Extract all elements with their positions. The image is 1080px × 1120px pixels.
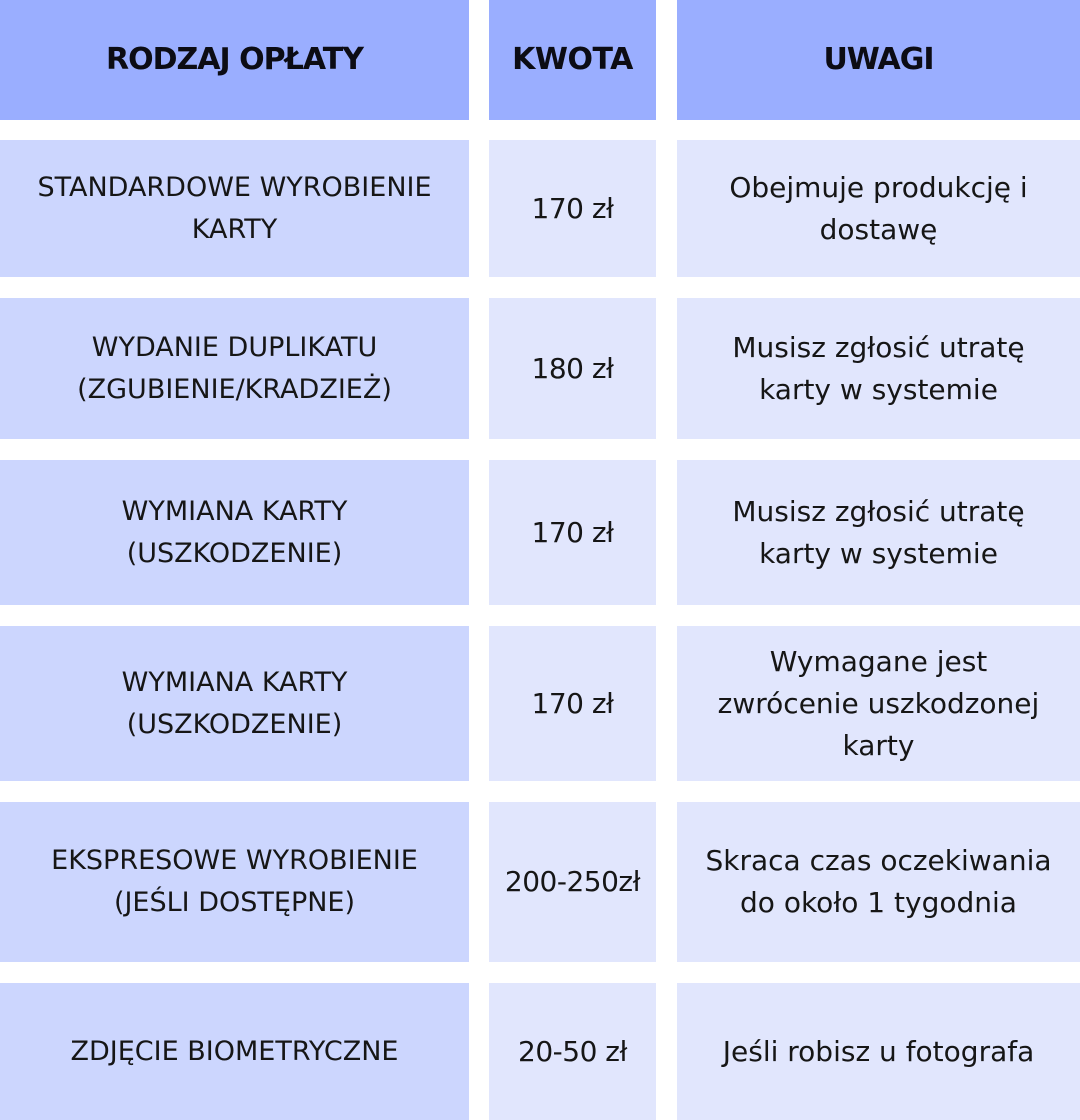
header-fee-type: RODZAJ OPŁATY: [0, 0, 469, 120]
row-3-fee-type: WYMIANA KARTY (USZKODZENIE): [0, 460, 469, 605]
row-1-amount: 170 zł: [489, 140, 656, 277]
row-1-fee-type: STANDARDOWE WYROBIENIE KARTY: [0, 140, 469, 277]
row-2-amount: 180 zł: [489, 298, 656, 439]
row-3-notes: Musisz zgłosić utratę karty w systemie: [677, 460, 1080, 605]
row-5-notes: Skraca czas oczekiwania do około 1 tygodnia: [677, 802, 1080, 962]
row-2-notes: Musisz zgłosić utratę karty w systemie: [677, 298, 1080, 439]
row-3-amount: 170 zł: [489, 460, 656, 605]
row-6-notes: Jeśli robisz u fotografa: [677, 983, 1080, 1120]
row-2-fee-type: WYDANIE DUPLIKATU (ZGUBIENIE/KRADZIEŻ): [0, 298, 469, 439]
row-5-fee-type: EKSPRESOWE WYROBIENIE (JEŚLI DOSTĘPNE): [0, 802, 469, 962]
row-4-fee-type: WYMIANA KARTY (USZKODZENIE): [0, 626, 469, 781]
row-4-amount: 170 zł: [489, 626, 656, 781]
row-6-fee-type: ZDJĘCIE BIOMETRYCZNE: [0, 983, 469, 1120]
header-notes: UWAGI: [677, 0, 1080, 120]
row-6-amount: 20-50 zł: [489, 983, 656, 1120]
row-4-notes: Wymagane jest zwrócenie uszkodzonej karty: [677, 626, 1080, 781]
row-1-notes: Obejmuje produkcję i dostawę: [677, 140, 1080, 277]
header-amount: KWOTA: [489, 0, 656, 120]
row-5-amount: 200-250zł: [489, 802, 656, 962]
